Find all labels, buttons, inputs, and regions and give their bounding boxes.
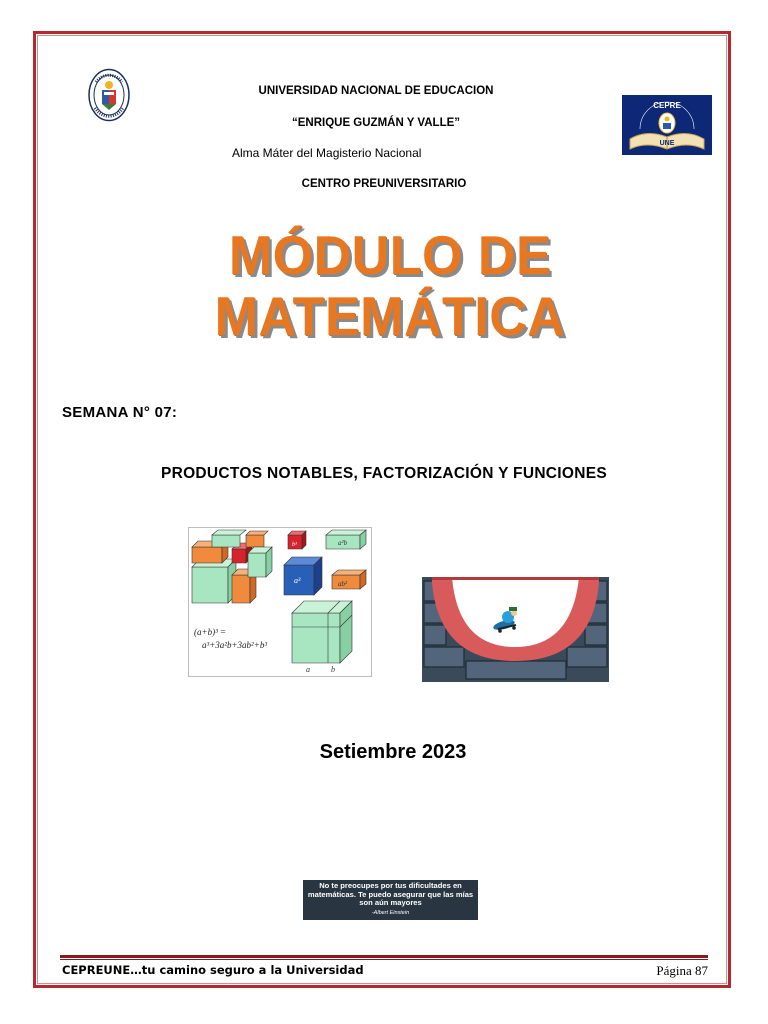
binomial-cube-illustration bbox=[188, 527, 372, 677]
publication-date: Setiembre 2023 bbox=[319, 741, 467, 763]
university-eponym: “ENRIQUE GUZMÁN Y VALLE” bbox=[291, 117, 461, 129]
svg-text:ab²: ab² bbox=[338, 580, 348, 588]
center-name: CENTRO PREUNIVERSITARIO bbox=[301, 178, 467, 190]
svg-text:CEPRE: CEPRE bbox=[653, 101, 681, 110]
week-label: SEMANA N° 07: bbox=[62, 404, 178, 421]
university-seal-logo bbox=[88, 68, 130, 122]
svg-text:a²b: a²b bbox=[338, 539, 348, 547]
quote-text: No te preocupes por tus dificultades en matemáticas. Te puedo asegurar que las mías son aún mayores bbox=[307, 881, 474, 908]
einstein-quote-banner bbox=[303, 880, 478, 920]
page-number: Página 87 bbox=[656, 963, 708, 978]
svg-text:a: a bbox=[306, 665, 310, 674]
halfpipe-skater-illustration bbox=[422, 577, 609, 682]
svg-text:a³: a³ bbox=[294, 576, 301, 585]
topic-title: PRODUCTOS NOTABLES, FACTORIZACIÓN Y FUNCIONES bbox=[160, 465, 608, 482]
svg-text:b: b bbox=[331, 665, 335, 674]
university-name: UNIVERSIDAD NACIONAL DE EDUCACION bbox=[258, 85, 494, 97]
svg-text:(a+b)³ =: (a+b)³ = bbox=[194, 627, 227, 637]
footer-divider-thin bbox=[60, 959, 708, 960]
svg-text:b³: b³ bbox=[292, 542, 297, 548]
university-motto: Alma Máter del Magisterio Nacional bbox=[232, 146, 422, 160]
module-title-line1: MÓDULO DE bbox=[228, 225, 552, 287]
footer-slogan: CEPREUNE…tu camino seguro a la Universidad bbox=[62, 963, 364, 977]
module-title-line2: MATEMÁTICA bbox=[214, 286, 566, 348]
cepre-une-logo bbox=[622, 95, 712, 155]
svg-text:a³+3a²b+3ab²+b³: a³+3a²b+3ab²+b³ bbox=[202, 640, 268, 650]
footer-divider bbox=[60, 955, 708, 958]
svg-text:UNE: UNE bbox=[659, 140, 675, 147]
quote-author: -Albert Einstein bbox=[371, 909, 410, 916]
